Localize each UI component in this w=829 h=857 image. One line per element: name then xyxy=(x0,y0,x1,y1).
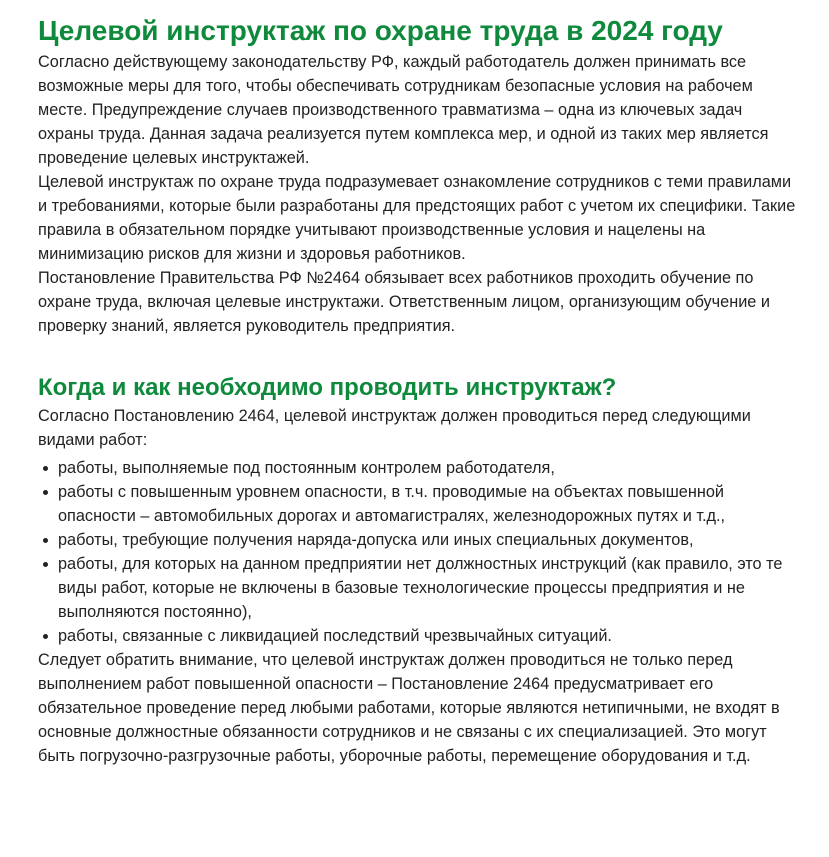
list-item xyxy=(58,480,799,528)
bullet-icon xyxy=(43,634,48,639)
list-item xyxy=(58,552,799,624)
list-item-text: работы, требующие получения наряда-допуска или иных специальных документов, xyxy=(58,531,694,549)
page-title: Целевой инструктаж по охране труда в 2024 году xyxy=(38,15,723,46)
section-lead-paragraph: Согласно Постановлению 2464, целевой инструктаж должен проводиться перед следующими видами работ: xyxy=(38,407,751,449)
list-item xyxy=(58,528,799,552)
bullet-icon xyxy=(43,490,48,495)
closing-paragraph: Следует обратить внимание, что целевой инструктаж должен проводиться не только перед выполнением работ повышенной опасности – Постановление 2464 предусматривает его обязательное проведение перед любыми работами, которые являются нетипичными, не входят в основные должностные обязанности сотрудников и не связаны с их специализацией. Это могут быть погрузочно-разгрузочные работы, уборочные работы, перемещение оборудования и т.д. xyxy=(38,651,780,765)
work-types-list xyxy=(38,456,799,648)
intro-paragraph-2: Целевой инструктаж по охране труда подразумевает ознакомление сотрудников с теми правилами и требованиями, которые были разработаны для предстоящих работ с учетом их специфики. Такие правила в обязательном порядке учитывают производственные условия и нацелены на минимизацию рисков для жизни и здоровья работников. xyxy=(38,173,796,263)
intro-paragraph-3: Постановление Правительства РФ №2464 обязывает всех работников проходить обучение по охране труда, включая целевые инструктажи. Ответственным лицом, организующим обучение и проверку знаний, является руководитель предприятия. xyxy=(38,269,770,335)
bullet-icon xyxy=(43,538,48,543)
bullet-icon xyxy=(43,466,48,471)
list-item-text: работы, связанные с ликвидацией последствий чрезвычайных ситуаций. xyxy=(58,627,612,645)
list-item-text: работы, выполняемые под постоянным контролем работодателя, xyxy=(58,459,555,477)
list-item xyxy=(58,456,799,480)
list-item-text: работы, для которых на данном предприятии нет должностных инструкций (как правило, это те виды работ, которые не включены в базовые технологические процессы предприятия и не выполняются постоянно), xyxy=(58,555,783,621)
section-heading: Когда и как необходимо проводить инструктаж? xyxy=(38,374,617,401)
intro-paragraph-1: Согласно действующему законодательству РФ, каждый работодатель должен принимать все возможные меры для того, чтобы обеспечивать сотрудникам безопасные условия на рабочем месте. Предупреждение случаев производственного травматизма – одна из ключевых задач охраны труда. Данная задача реализуется путем комплекса мер, и одной из таких мер является проведение целевых инструктажей. xyxy=(38,53,769,167)
list-item-text: работы с повышенным уровнем опасности, в т.ч. проводимые на объектах повышенной опасности – автомобильных дорогах и автомагистралях, железнодорожных путях и т.д., xyxy=(58,483,726,525)
list-item xyxy=(58,624,799,648)
bullet-icon xyxy=(43,562,48,567)
